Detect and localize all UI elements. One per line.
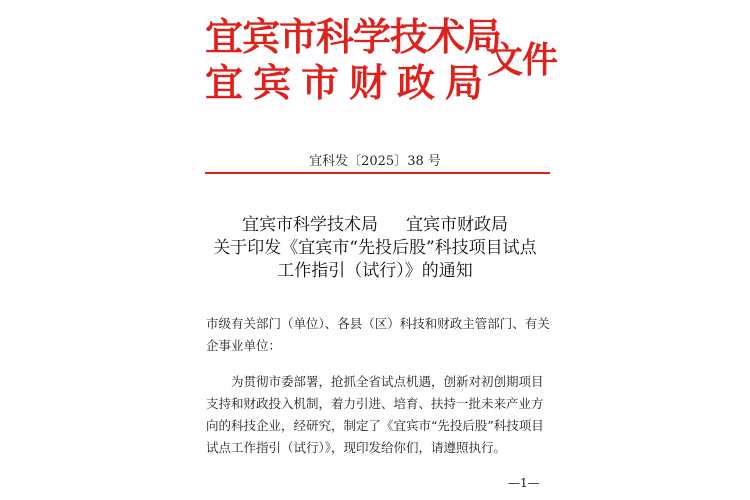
document-title: [0, 214, 750, 283]
title-line-3: 工作指引（试行）》的通知: [277, 261, 473, 281]
red-header-issuers: [205, 14, 502, 106]
document-body: [206, 313, 551, 459]
title-issuer-2: 宜宾市财政局: [406, 215, 508, 235]
header-issuer-1: 宜宾市科学技术局: [205, 15, 502, 59]
body-paragraph: 为贯彻市委部署，抢抓全省试点机遇，创新对初创期项目支持和财政投入机制，着力引进、培育、扶持一批未来产业方向的科技企业，经研究，制定了《宜宾市“先投后股”科技项目试点工作指引（试行）》，现印发给你们，请遵照执行。: [206, 374, 544, 455]
red-separator-line: [205, 172, 550, 174]
header-issuer-2: 宜宾市财政局: [205, 61, 494, 105]
title-issuer-1: 宜宾市科学技术局: [242, 215, 378, 235]
title-line-2: 关于印发《宜宾市“先投后股”科技项目试点: [213, 238, 537, 258]
page-number: —1—: [508, 476, 540, 490]
header-wenjian: 文件: [487, 40, 558, 81]
title-issuers: [0, 214, 750, 237]
document-number: 宜科发〔2025〕38 号: [309, 154, 441, 169]
addressee: 市级有关部门（单位）、各县（区）科技和财政主管部门、有关企事业单位：: [206, 316, 550, 353]
